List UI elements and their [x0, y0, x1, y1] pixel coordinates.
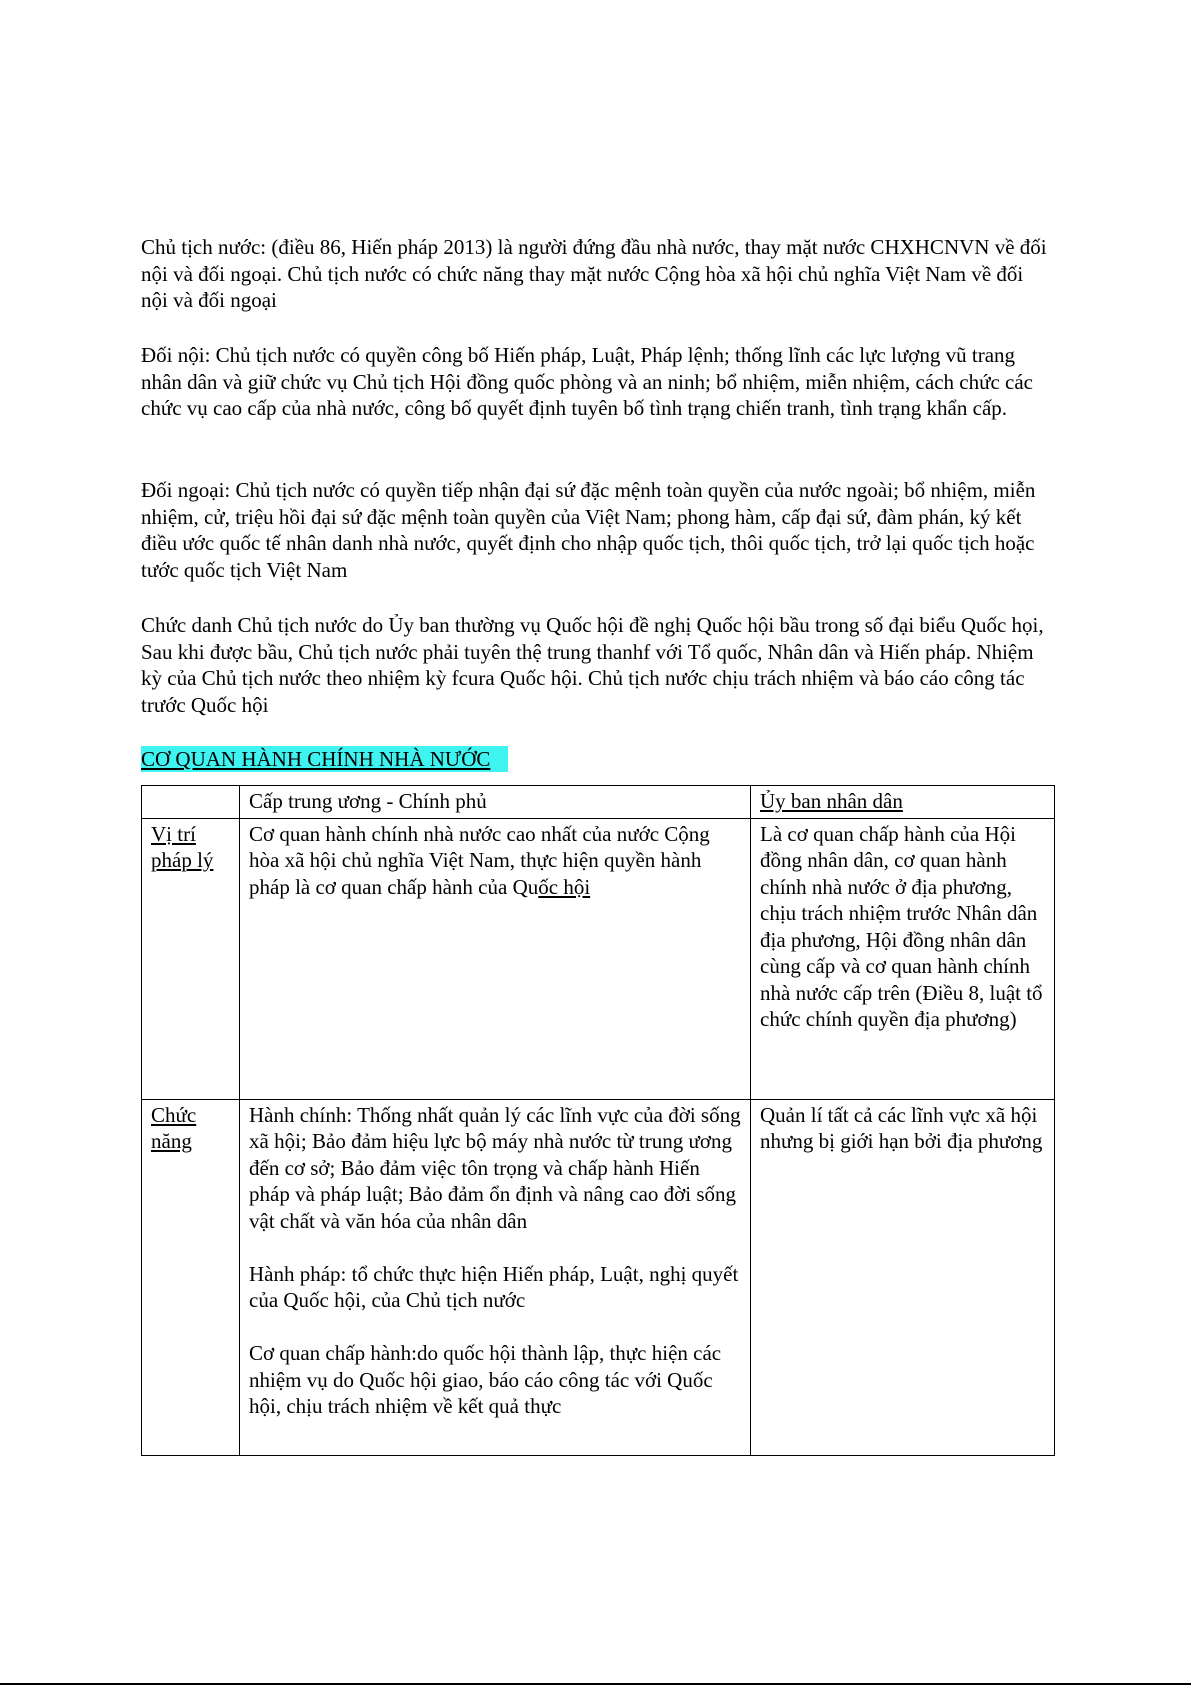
- row-label-legal-position: [142, 818, 240, 1099]
- header-cell-central-government: Cấp trung ương - Chính phủ: [240, 786, 751, 819]
- table-header-row: [142, 786, 1055, 819]
- cell-central-legal-position: [240, 818, 751, 1099]
- row-label-line: Vị trí: [151, 821, 196, 846]
- cell-local-legal-position: Là cơ quan chấp hành của Hội đồng nhân dân, cơ quan hành chính nhà nước ở địa phương, chịu trách nhiệm trước Nhân dân địa phương, Hội đồng nhân dân cùng cấp và cơ quan hành chính nhà nước cấp trên (Điều 8, luật tổ chức chính quyền địa phương): [751, 818, 1055, 1099]
- spacer: [249, 1314, 741, 1341]
- function-administrative: Hành chính: Thống nhất quản lý các lĩnh vực của đời sống xã hội; Bảo đảm hiệu lực bộ máy nhà nước từ trung ương đến cơ sở; Bảo đảm việc tôn trọng và chấp hành Hiến pháp và pháp luật; Bảo đảm ổn định và nâng cao đời sống vật chất và văn hóa của nhân dân: [249, 1102, 741, 1233]
- function-executive: Hành pháp: tổ chức thực hiện Hiến pháp, Luật, nghị quyết của Quốc hội, của Chủ tịch nước: [249, 1261, 739, 1312]
- table-row-functions: [142, 1099, 1055, 1455]
- comparison-table: [141, 785, 1055, 1456]
- paragraph-domestic-affairs: Đối nội: Chủ tịch nước có quyền công bố Hiến pháp, Luật, Pháp lệnh; thống lĩnh các lực lượng vũ trang nhân dân và giữ chức vụ Chủ tịch Hội đồng quốc phòng và an ninh; bổ nhiệm, miễn nhiệm, cách chức các chức vụ cao cấp của nhà nước, công bố quyết định tuyên bố tình trạng chiến tranh, tình trạng khẩn cấp.: [141, 343, 1033, 420]
- cell-local-functions: Quản lí tất cả các lĩnh vực xã hội nhưng bị giới hạn bởi địa phương: [751, 1099, 1055, 1455]
- row-label-line: năng: [151, 1129, 192, 1153]
- table-row-legal-position: [142, 818, 1055, 1099]
- row-label-line: pháp lý: [151, 848, 214, 872]
- spacer: [249, 1234, 741, 1261]
- header-cell-peoples-committee: Ủy ban nhân dân: [751, 786, 1055, 819]
- cell-text-underlined: ốc hội: [538, 874, 591, 899]
- cell-central-functions: [240, 1099, 751, 1455]
- paragraph-election: Chức danh Chủ tịch nước do Ủy ban thường vụ Quốc hội đề nghị Quốc hội bầu trong số đại biểu Quốc họi, Sau khi được bầu, Chủ tịch nước phải tuyên thệ trung thanhf với Tổ quốc, Nhân dân và Hiến pháp. Nhiệm kỳ của Chủ tịch nước theo nhiệm kỳ fcura Quốc hội. Chủ tịch nước chịu trách nhiệm và báo cáo công tác trước Quốc hội: [141, 613, 1044, 717]
- paragraph-foreign-affairs: Đối ngoại: Chủ tịch nước có quyền tiếp nhận đại sứ đặc mệnh toàn quyền của nước ngoài; bổ nhiệm, miễn nhiệm, cử, triệu hồi đại sứ đặc mệnh toàn quyền của Việt Nam; phong hàm, cấp đại sứ, đàm phán, ký kết điều ước quốc tế nhân danh nhà nước, quyết định cho nhập quốc tịch, thôi quốc tịch, trở lại quốc tịch hoặc tước quốc tịch Việt Nam: [141, 478, 1036, 582]
- cell-text: Cơ quan hành chính nhà nước cao nhất của nước Cộng hòa xã hội chủ nghĩa Việt Nam, thực hiện quyền hành pháp là cơ quan chấp hành của Qu: [249, 821, 710, 899]
- paragraph-president: Chủ tịch nước: (điều 86, Hiến pháp 2013) là người đứng đầu nhà nước, thay mặt nước CHXHCNVN về đối nội và đối ngoại. Chủ tịch nước có chức năng thay mặt nước Cộng hòa xã hội chủ nghĩa Việt Nam về đối nội và đối ngoại: [141, 235, 1047, 312]
- function-executing-body: Cơ quan chấp hành:do quốc hội thành lập, thực hiện các nhiệm vụ do Quốc hội giao, báo cáo công tác với Quốc hội, chịu trách nhiệm về kết quả thực: [249, 1341, 722, 1418]
- row-label-functions: [142, 1099, 240, 1455]
- section-heading-highlighted: CƠ QUAN HÀNH CHÍNH NHÀ NƯỚC: [141, 746, 508, 772]
- row-label-line: Chức: [151, 1102, 197, 1127]
- header-cell-blank: [142, 786, 240, 819]
